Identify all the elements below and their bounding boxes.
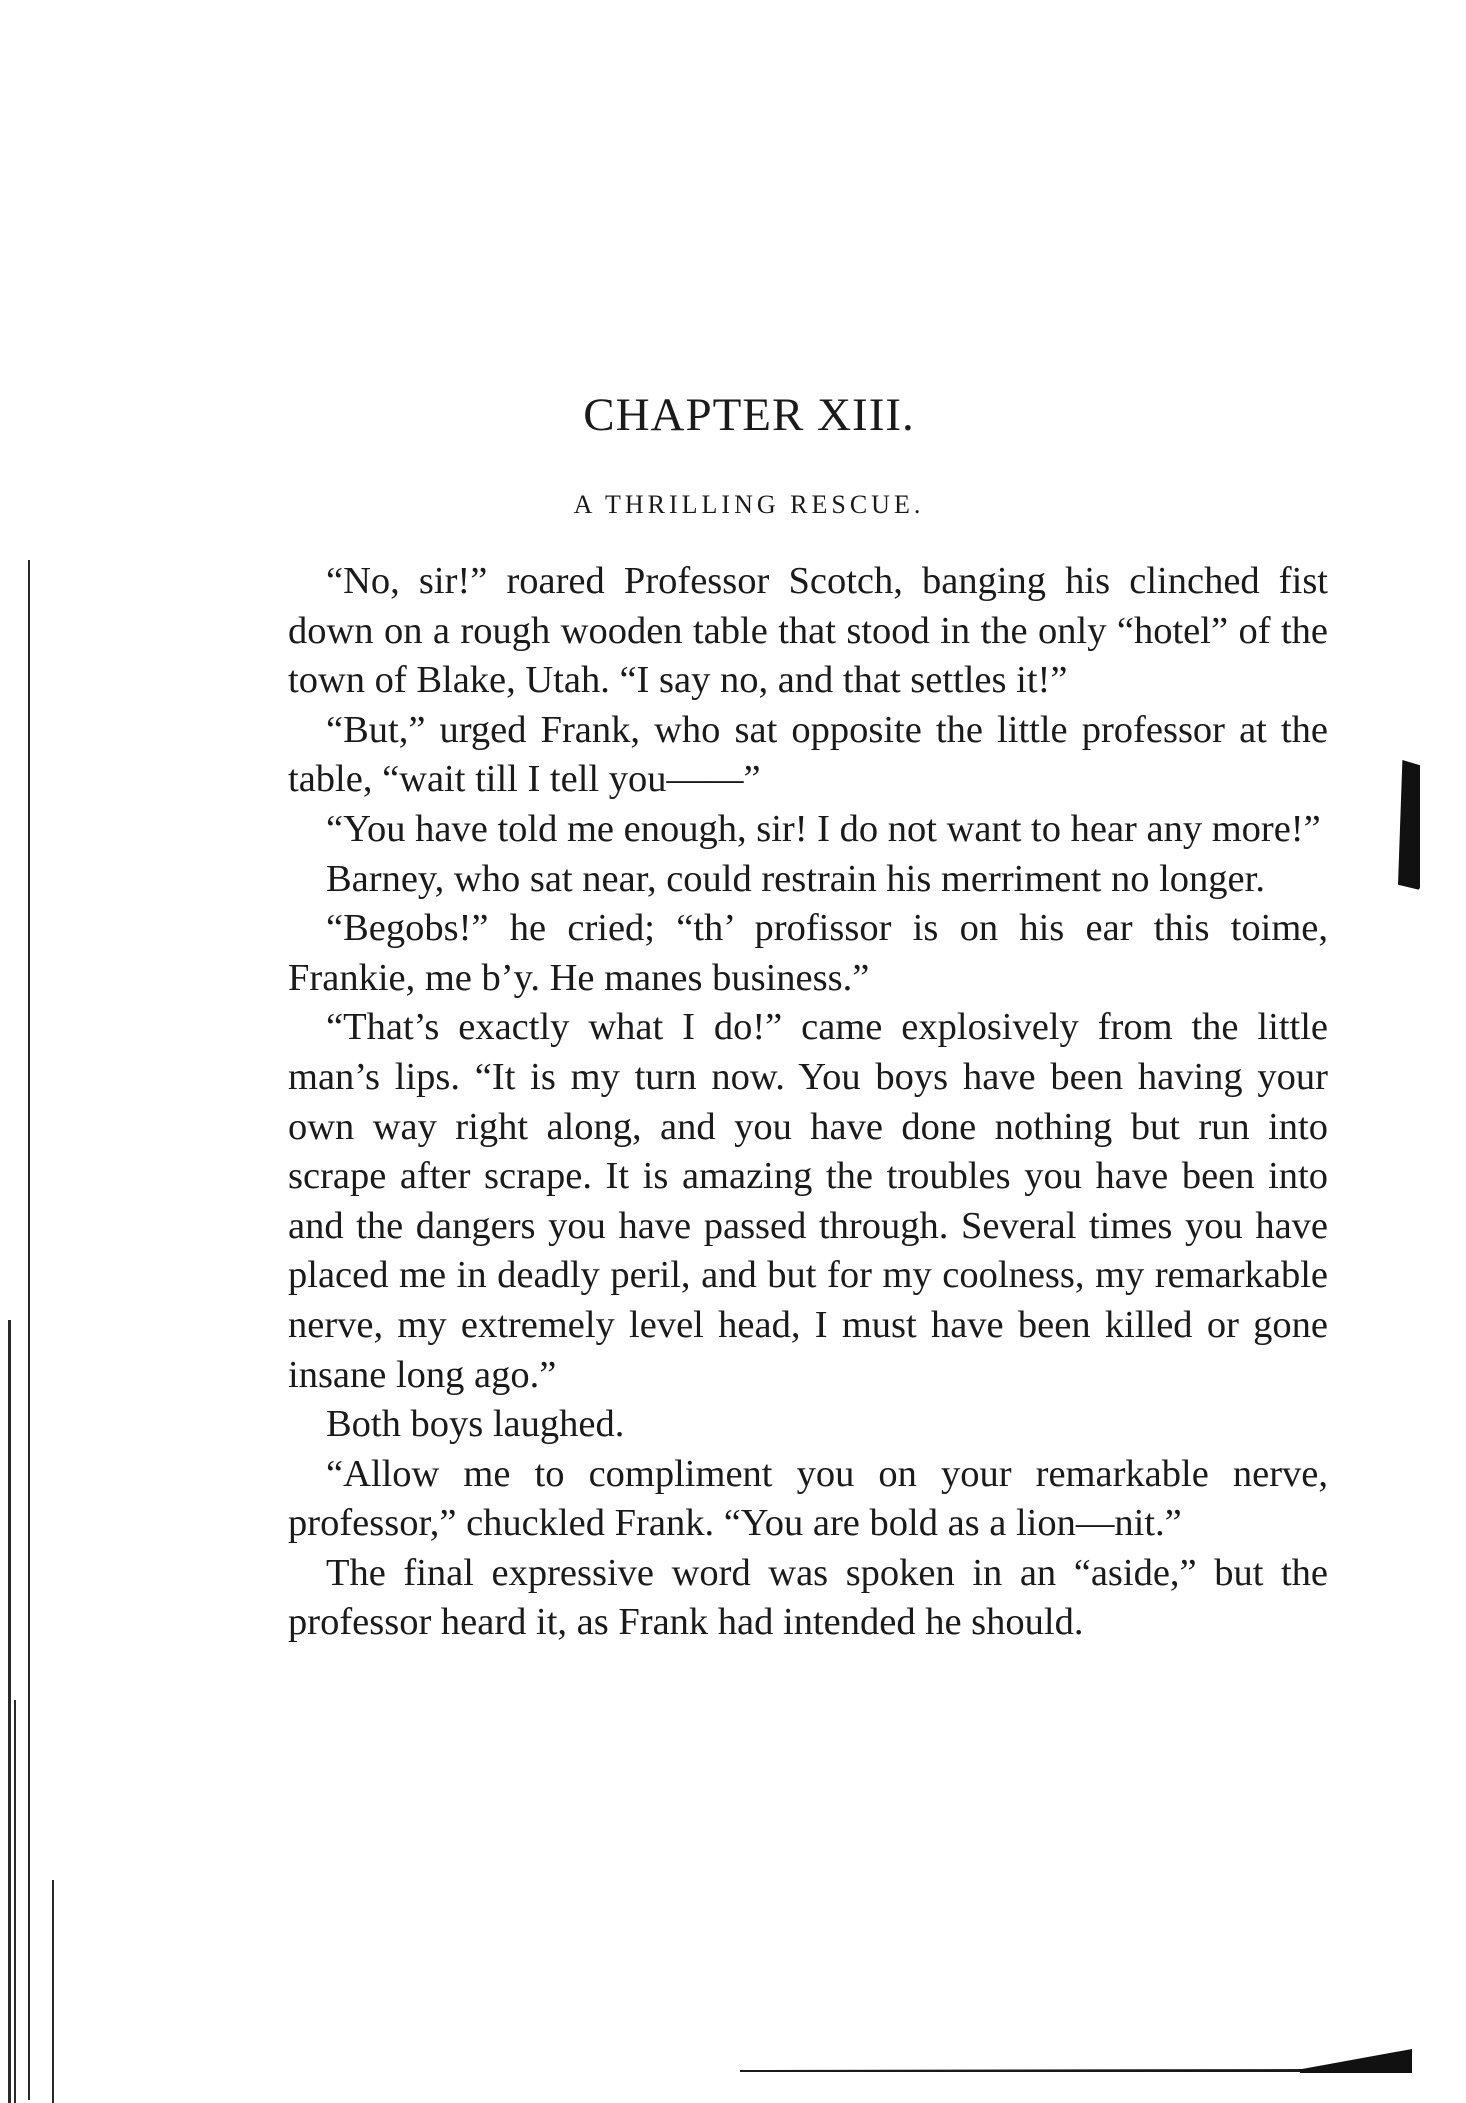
chapter-body xyxy=(288,557,1328,1648)
paragraph: “That’s exactly what I do!” came explosively from the little man’s lips. “It is my turn now. You boys have been having your own way right along, and you have done nothing but run into scrape after scrape. It is amazing the troubles you have been into and the dangers you have passed through. Several times you have placed me in deadly peril, and but for my coolness, my remarkable nerve, my extremely level head, I must have been killed or gone insane long ago.” xyxy=(288,1006,1328,1396)
paragraph: Both boys laughed. xyxy=(326,1403,625,1446)
paragraph: “You have told me enough, sir! I do not want to hear any more!” xyxy=(326,807,1321,850)
chapter-title: CHAPTER XIII. xyxy=(583,389,915,441)
paragraph: “Allow me to compliment you on your remarkable nerve, professor,” chuckled Frank. “You are bold as a lion—nit.” xyxy=(288,1452,1328,1545)
paragraph: “No, sir!” roared Professor Scotch, banging his clinched fist down on a rough wooden table that stood in the only “hotel” of the town of Blake, Utah. “I say no, and that settles it!” xyxy=(288,560,1328,702)
scan-margin-line xyxy=(52,1880,54,2103)
paragraph: “But,” urged Frank, who sat opposite the little professor at the table, “wait till I tell you——” xyxy=(288,708,1328,801)
paragraph: The final expressive word was spoken in an “aside,” but the professor heard it, as Frank had intended he should. xyxy=(288,1551,1328,1644)
scan-margin-line xyxy=(14,1700,16,2103)
chapter-subtitle: A THRILLING RESCUE. xyxy=(573,490,925,519)
paragraph: “Begobs!” he cried; “th’ profissor is on his ear this toime, Frankie, me b’y. He manes business.” xyxy=(288,907,1328,999)
scan-margin-line xyxy=(28,560,30,2100)
scan-margin-line xyxy=(8,1320,11,2103)
scan-edge-mark xyxy=(1398,760,1420,890)
paragraph: Barney, who sat near, could restrain his merriment no longer. xyxy=(326,857,1265,900)
scan-bottom-mark xyxy=(1300,2049,1412,2073)
